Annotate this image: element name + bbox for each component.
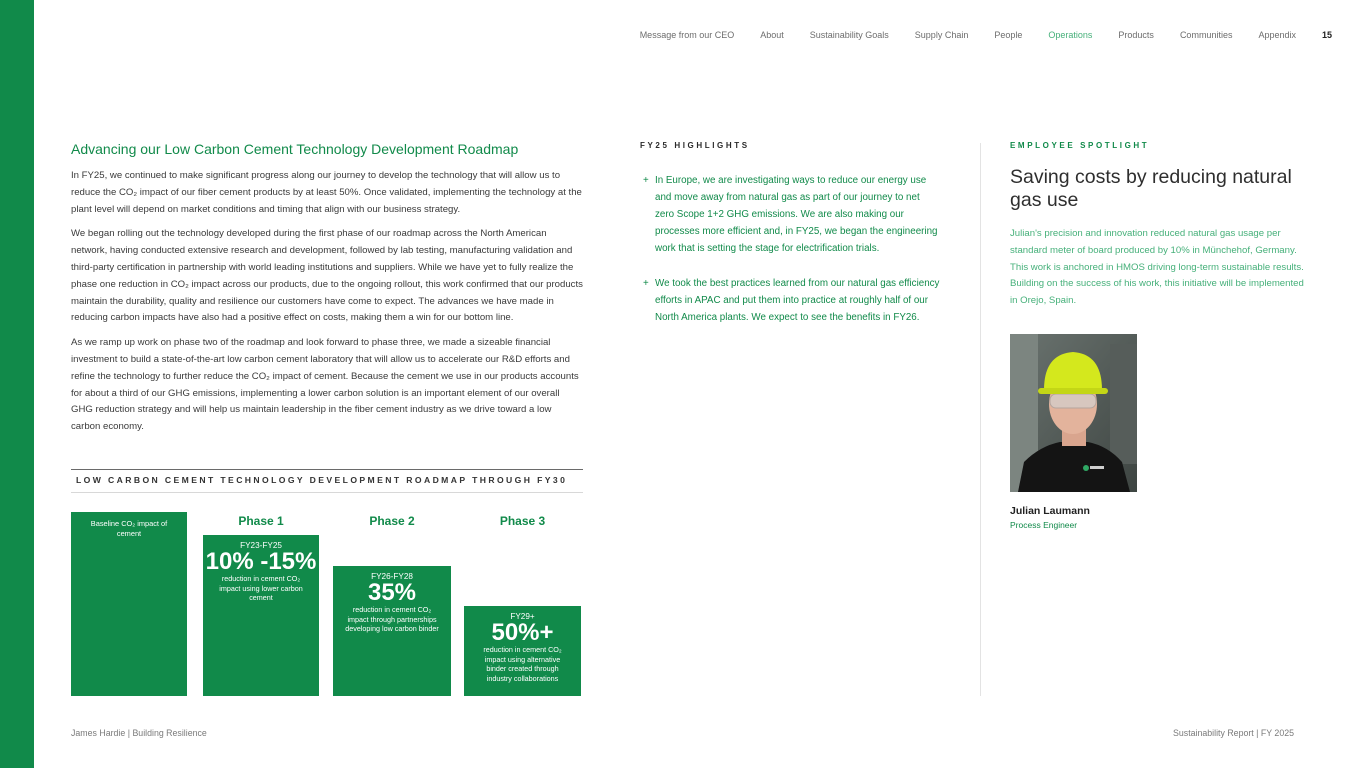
phase-3-bar — [464, 606, 581, 696]
plus-icon: + — [643, 175, 649, 186]
phase-1-label: Phase 1 — [238, 514, 284, 528]
phase-1-description: reduction in cement CO₂ impact using lower carbon cement — [219, 574, 303, 603]
phase-1-period: FY23-FY25 — [240, 541, 282, 550]
highlight-item — [640, 275, 940, 326]
nav-item-products[interactable]: Products — [1118, 30, 1154, 40]
spotlight-kicker: EMPLOYEE SPOTLIGHT — [1010, 141, 1150, 150]
footer-brand: James Hardie | Building Resilience — [71, 728, 207, 738]
highlight-item — [640, 172, 940, 257]
phase-1-value: 10% -15% — [205, 548, 317, 575]
baseline-bar — [71, 512, 187, 696]
spotlight-body: Julian's precision and innovation reduced natural gas usage per standard meter of board produced by 10% in Münchehof, Germany. This work is anchored in HMOS driving long-term sustainable results. Building on the success of his work, this initiative will be implemented in Orejo, Spain. — [1010, 228, 1304, 307]
highlight-text-1: In Europe, we are investigating ways to reduce our energy use and move away from natural gas as part of our journey to net zero Scope 1+2 GHG emissions. We are also making our processes more efficient and, in FY25, we began the engineering work that is setting the stage for electrification trials. — [655, 175, 938, 254]
employee-role: Process Engineer — [1010, 520, 1078, 530]
spotlight-title: Saving costs by reducing natural gas use — [1010, 166, 1292, 211]
nav-item-operations[interactable]: Operations — [1048, 30, 1093, 40]
phase-2-bar — [333, 566, 451, 696]
column-divider — [980, 143, 981, 696]
body-paragraph-3: As we ramp up work on phase two of the roadmap and look forward to phase three, we made a sizeable financial investment to build a state-of-the-art low carbon cement laboratory that will allow us to accelerate our R&D efforts and refine the technology to further reduce the CO₂ impact of cement. Because the cement we use in our products accounts for about a third of our GHG emissions, implementing a lower carbon solution is an important element of our overall GHG reduction strategy and will help us maintain leadership in the fiber cement industry as we drive toward a low carbon economy. — [71, 337, 579, 433]
highlights-list — [640, 172, 940, 326]
plus-icon: + — [643, 278, 649, 289]
body-paragraph-1: In FY25, we continued to make significant progress along our journey to develop the technology that will allow us to reduce the CO₂ impact of our fiber cement products by at least 50%. Once validated, implementing the technology at the plant level will depend on market conditions and timing that align with our business strategy. — [71, 170, 582, 215]
nav-item-about[interactable]: About — [760, 30, 784, 40]
employee-photo — [1010, 334, 1137, 492]
main-article — [71, 140, 583, 444]
phase-2-period: FY26-FY28 — [371, 572, 413, 581]
nav-item-ceo-message[interactable]: Message from our CEO — [639, 30, 735, 40]
employee-spotlight — [1010, 141, 1310, 530]
roadmap-heading-bar — [71, 469, 583, 493]
phase-2-value: 35% — [367, 579, 417, 606]
phase-3-description: reduction in cement CO₂ impact using alternative binder created through industry collaborations — [483, 645, 562, 683]
highlights-kicker: FY25 HIGHLIGHTS — [640, 141, 750, 150]
brand-sidebar-stripe — [0, 0, 34, 768]
section-title: Advancing our Low Carbon Cement Technology Development Roadmap — [71, 141, 519, 157]
nav-item-communities[interactable]: Communities — [1179, 30, 1233, 40]
page-number: 15 — [1321, 30, 1332, 40]
employee-name: Julian Laumann — [1010, 505, 1090, 517]
nav-item-people[interactable]: People — [994, 30, 1023, 40]
employee-portrait-image — [1010, 334, 1137, 492]
footer-report: Sustainability Report | FY 2025 — [1173, 728, 1294, 738]
phase-2-description: reduction in cement CO₂ impact through partnerships developing low carbon binder — [345, 605, 439, 634]
phase-3-period: FY29+ — [510, 612, 535, 621]
top-navigation — [614, 30, 1332, 40]
phase-2-label: Phase 2 — [369, 514, 415, 528]
nav-item-supply-chain[interactable]: Supply Chain — [914, 30, 969, 40]
nav-item-appendix[interactable]: Appendix — [1258, 30, 1296, 40]
nav-item-sustainability-goals[interactable]: Sustainability Goals — [809, 30, 889, 40]
highlight-text-2: We took the best practices learned from our natural gas efficiency efforts in APAC and put them into practice at roughly half of our North America plants. We expect to see the benefits in FY26. — [655, 278, 940, 323]
roadmap-title: LOW CARBON CEMENT TECHNOLOGY DEVELOPMENT ROADMAP THROUGH FY30 — [76, 475, 568, 485]
fy25-highlights — [640, 141, 940, 344]
body-paragraph-2: We began rolling out the technology developed during the first phase of our roadmap across the North American network, having conducted extensive research and development, followed by lab testing, manufacturing validation and third-party certification in partnership with world leading institutions and suppliers. While we have yet to fully realize the phase one reduction in CO₂ impact across our products, due to the ongoing rollout, this work confirmed that our products maintain the durability, quality and resilience our customers have come to expect. The advances we have made in reducing carbon impacts have also had a positive effect on costs, making them a win for our bottom line. — [71, 228, 583, 324]
phase-3-label: Phase 3 — [499, 514, 546, 528]
baseline-label: Baseline CO₂ impact of cement — [90, 519, 168, 538]
phase-3-value: 50%+ — [491, 619, 554, 646]
phase-1-bar — [203, 535, 319, 696]
